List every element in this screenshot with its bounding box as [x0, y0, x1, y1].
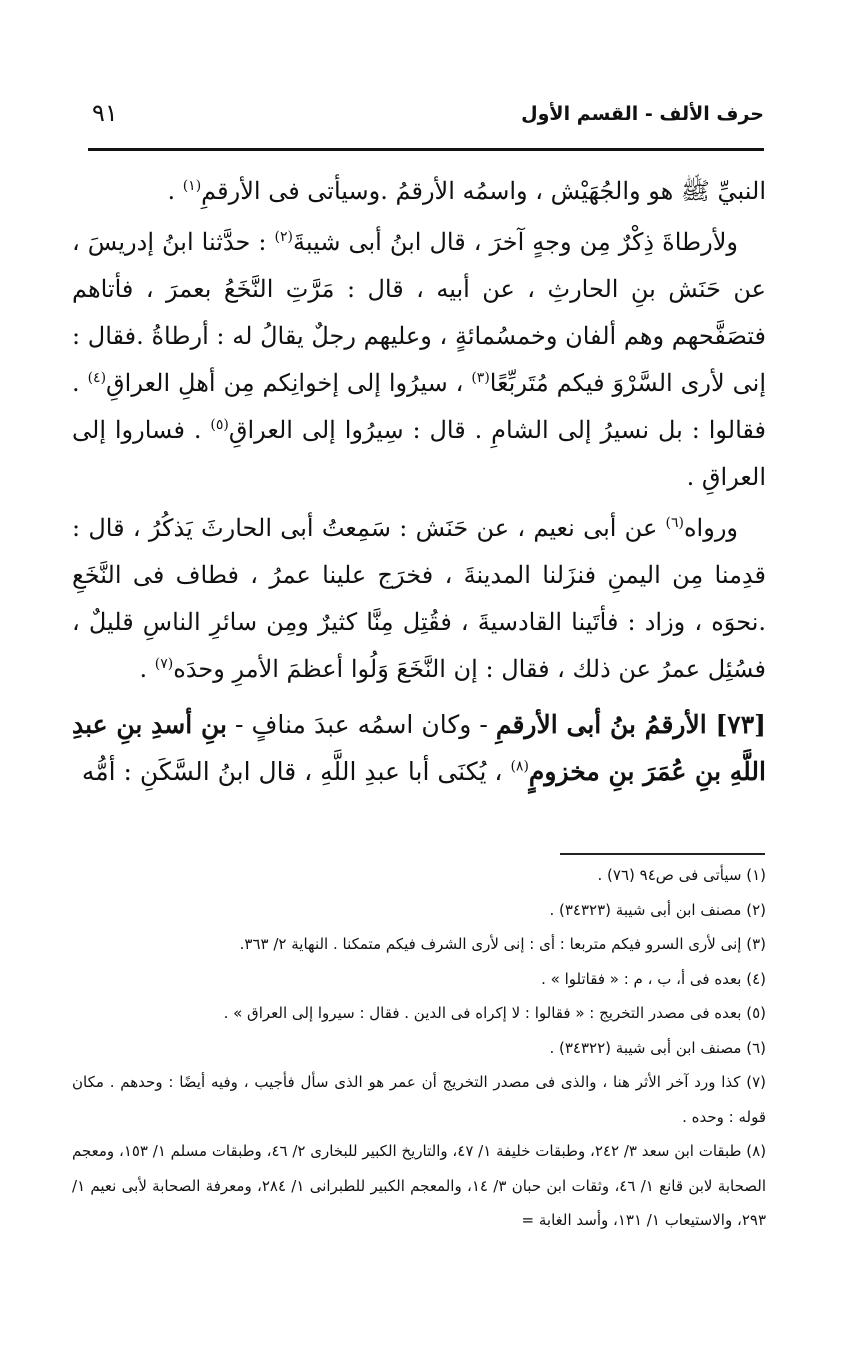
- paragraph: [72, 168, 766, 215]
- paragraph: [72, 219, 766, 501]
- text-run: : حدَّثنا ابنُ إدريسَ ، عن حَنَش بنِ الحارثِ ، عن أبيه ، قال : مَرَّتِ النَّخَعُ بعمرَ ، فأتاهم فتصَفَّحهم وهم ألفان وخمسُمائةٍ ، وعليهم رجلٌ يقالُ له : أرطاةُ .فقال : إنى لأرى السَّرْوَ فيكم مُتَربِّعًا: [72, 228, 766, 397]
- header-rule: [88, 148, 764, 151]
- footnote-ref[interactable]: (٤): [87, 370, 107, 386]
- footnotes: [72, 858, 766, 1238]
- footnote: (٢) مصنف ابن أبى شيبة (٣٤٣٢٣) .: [549, 900, 766, 919]
- footnote: (١) سيأتى فى ص٩٤ (٧٦) .: [597, 866, 766, 884]
- text-run: عن أبى نعيم ، عن حَنَش : سَمِعتُ أبى الحارثَ يَذكُرُ ، قال : قدِمنا مِن اليمنِ فنزَلنا المدينةَ ، فخرَج علينا عمرُ ، فطاف فى النَّخَعِ .نحوَه ، وزاد : فأتَينا القادسيةَ ، فقُتِل مِنَّا كثيرٌ ومِن سائرِ الناسِ قليلٌ ، فسُئِل عمرُ عن ذلك ، فقال : إن النَّخَعَ وَلُوا أعظمَ الأمرِ وحدَه: [72, 514, 766, 683]
- running-header: [88, 95, 764, 135]
- footnote: (٨) طبقات ابن سعد ٣/ ٢٤٢، وطبقات خليفة ١/ ٤٧، والتاريخ الكبير للبخارى ٢/ ٤٦، وطبقات مسلم ١/ ١٥٣، ومعجم الصحابة لابن قانع ١/ ٤٦، وثقات ابن حبان ٣/ ١٤، والمعجم الكبير للطبرانى ١/ ٢٨٤، ومعرفة الصحابة لأبى نعيم ١/ ٢٩٣، والاستيعاب ١/ ١٣١، وأسد الغابة =: [72, 1142, 767, 1229]
- text-run: النبيِّ ﷺ هو والجُهَيْش ، واسمُه الأرقمُ .وسيأتى فى الأرقمِ: [201, 177, 766, 205]
- entry-lineage: بنِ أسدِ بنِ عبدِ اللَّهِ بنِ عُمَرَ بنِ مخزومٍ: [72, 710, 766, 786]
- footnote-ref[interactable]: (٣): [471, 370, 490, 386]
- footnote-ref[interactable]: (٦): [665, 515, 684, 531]
- text-run: . فساروا إلى العراقِ .: [72, 416, 766, 491]
- text-run: .: [139, 655, 155, 683]
- footnote: (٤) بعده فى أ، ب ، م : « فقاتلوا » .: [541, 969, 766, 988]
- footnote-ref[interactable]: (٥): [210, 417, 229, 433]
- text-run: ورواه: [683, 514, 738, 542]
- paragraph: [72, 505, 766, 693]
- text-run: ولأرطاةَ ذِكْرٌ مِن وجهٍ آخرَ ، قال ابنُ أبى شيبةَ: [292, 228, 739, 256]
- footnote: (٦) مصنف ابن أبى شيبة (٣٤٣٢٢) .: [549, 1038, 766, 1057]
- entry-paragraph: [72, 701, 766, 795]
- footnote-ref[interactable]: (١): [182, 178, 202, 194]
- chapter-title: حرف الألف - القسم الأول: [521, 103, 764, 125]
- text-run: ، يُكنَى أبا عبدِ اللَّهِ ، قال ابنُ السَّكَنِ : أمُّه: [81, 757, 511, 786]
- footnote-ref[interactable]: (٨): [510, 758, 529, 775]
- text-run: - وكان اسمُه عبدَ منافٍ -: [226, 710, 496, 739]
- page-number: ٩١: [92, 99, 118, 127]
- footnote: (٧) كذا ورد آخر الأثر هنا ، والذى فى مصدر التخريج أن عمر هو الذى سأل فأجيب ، وفيه أيضًا : وحدهم . مكان قوله : وحده .: [72, 1073, 766, 1126]
- text-run: ، سيرُوا إلى إخوانِكم مِن أهلِ العراقِ: [106, 369, 472, 397]
- main-text: [72, 168, 766, 795]
- entry-heading: [٧٣] الأرقمُ بنُ أبى الأرقمِ: [495, 710, 766, 739]
- footnote-ref[interactable]: (٧): [154, 656, 174, 672]
- text-run: .: [167, 177, 183, 205]
- footnote: (٣) إنى لأرى السرو فيكم متربعا : أى : إنى لأرى الشرف فيكم متمكنا . النهاية ٢/ ٣٦٣.: [239, 935, 766, 953]
- footnote: (٥) بعده فى مصدر التخريج : « فقالوا : لا إكراه فى الدين . فقال : سيروا إلى العراق » .: [223, 1004, 766, 1022]
- text-run: . فقالوا : بل نسيرُ إلى الشامِ . قال : سِيرُوا إلى العراقِ: [72, 369, 766, 444]
- footnote-ref[interactable]: (٢): [274, 229, 293, 245]
- footnote-rule: [560, 853, 765, 855]
